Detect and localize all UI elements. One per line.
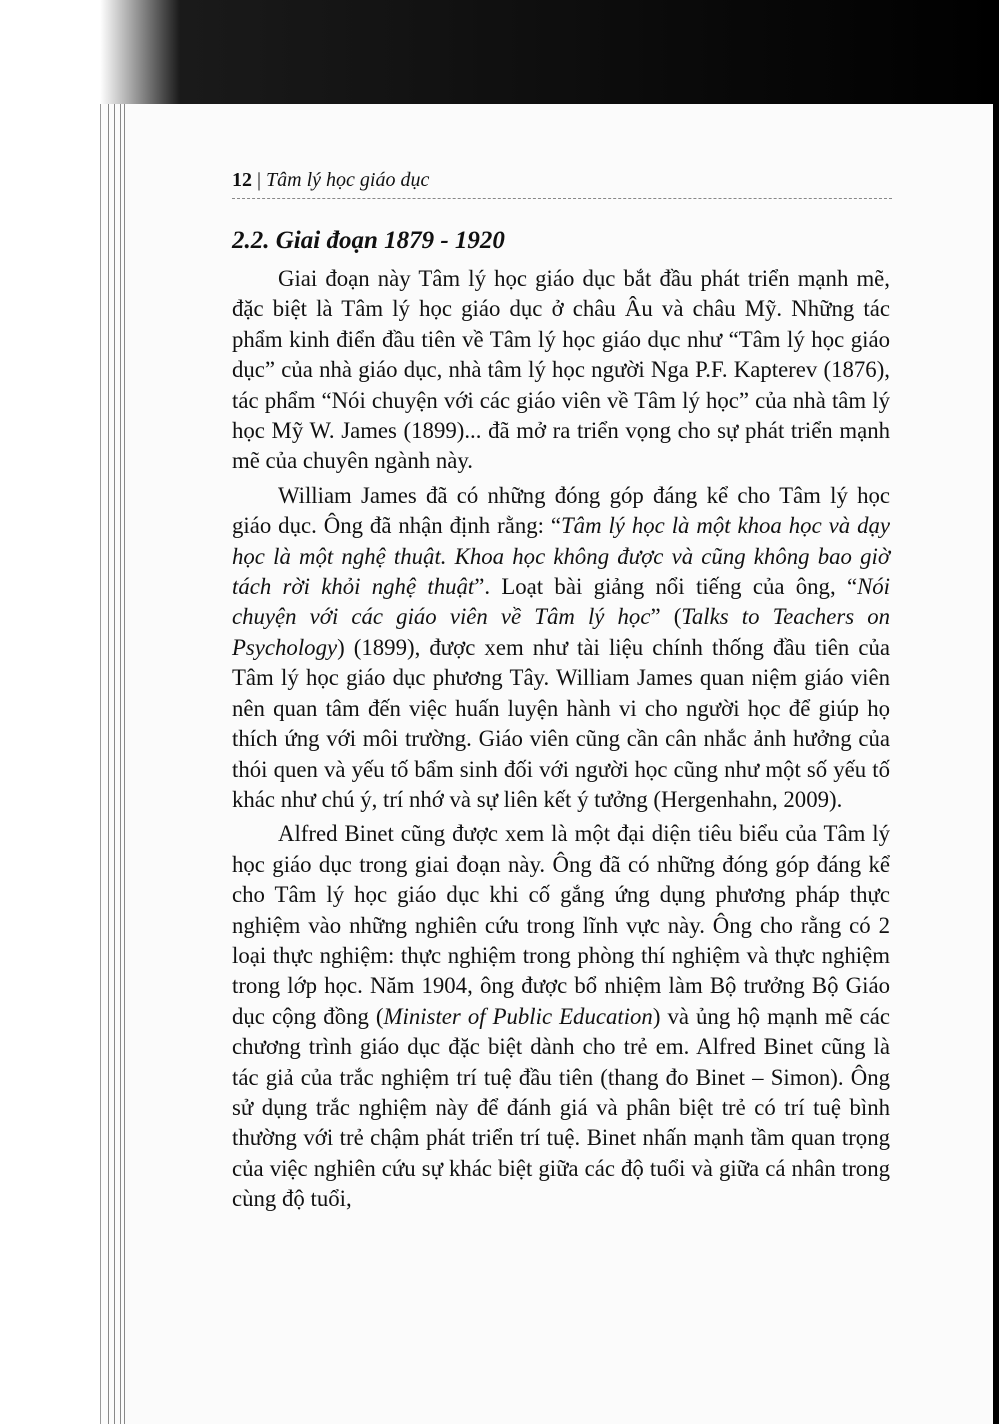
book-title: Tâm lý học giáo dục: [266, 169, 430, 191]
paragraph-2: [232, 481, 890, 815]
header-separator: |: [257, 169, 262, 191]
page-number: 12: [232, 169, 252, 191]
p2-text: William James đã có những đóng góp đáng kể cho Tâm lý học giáo dục. Ông đã nhận định rằng: “: [232, 482, 890, 539]
scanner-edge-right: [993, 0, 999, 1424]
spine-line: [124, 104, 125, 1424]
p2-english-title: Talks to Teachers on Psychology: [232, 604, 890, 660]
paragraph-3: [232, 819, 890, 1214]
p2-text: ) (1899), được xem như tài liệu chính thống đầu tiên của Tâm lý học giáo dục phương Tây. William James quan niệm giáo viên nên quan tâm đến việc huấn luyện hành vi cho người học để giúp họ thích ứng với môi trường. Giáo viên cũng cần cân nhắc ảnh hưởng của thói quen và yếu tố bẩm sinh đối với người học cũng như một số yếu tố khác như chú ý, trí nhớ và sự liên kết ý tưởng (Hergenhahn, 2009).: [232, 634, 890, 812]
p2-lecture-title: Nói chuyện với các giáo viên về Tâm lý học: [232, 574, 890, 630]
p2-quote: Tâm lý học là một khoa học và dạy học là một nghệ thuật. Khoa học không được và cũng không bao giờ tách rời khỏi nghệ thuật: [232, 513, 890, 600]
paragraph-1: Giai đoạn này Tâm lý học giáo dục bắt đầu phát triển mạnh mẽ, đặc biệt là Tâm lý học giáo dục ở châu Âu và châu Mỹ. Những tác phẩm kinh điển đầu tiên về Tâm lý học giáo dục như “Tâm lý học giáo dục” của nhà giáo dục, nhà tâm lý học người Nga P.F. Kapterev (1876), tác phẩm “Nói chuyện với các giáo viên về Tâm lý học” của nhà tâm lý học Mỹ W. James (1899)... đã mở ra triển vọng cho sự phát triển mạnh mẽ của chuyên ngành này.: [232, 266, 890, 474]
section-heading: 2.2. Giai đoạn 1879 - 1920: [232, 227, 505, 254]
p3-position-title: Minister of Public Education: [383, 1003, 653, 1029]
spine-line: [108, 104, 109, 1424]
p2-text: ” (: [650, 604, 682, 630]
scanner-edge-dark: [0, 0, 999, 104]
body-text: [232, 264, 890, 1219]
p2-text: ”. Loạt bài giảng nổi tiếng của ông, “: [474, 574, 858, 600]
spine-line: [114, 104, 115, 1424]
p3-text: ) và ủng hộ mạnh mẽ các chương trình giáo dục đặc biệt dành cho trẻ em. Alfred Binet cũng là tác giả của trắc nghiệm trí tuệ đầu tiên (thang đo Binet – Simon). Ông sử dụng trắc nghiệm này để đánh giá và phân biệt trẻ có trí tuệ bình thường với trẻ chậm phát triển trí tuệ. Binet nhấn mạnh tầm quan trọng của việc nghiên cứu sự khác biệt giữa các độ tuổi và giữa cá nhân trong cùng độ tuổi,: [232, 1003, 891, 1212]
running-header: [232, 166, 892, 199]
p3-text: Alfred Binet cũng được xem là một đại diện tiêu biểu của Tâm lý học giáo dục trong giai đoạn này. Ông đã có những đóng góp đáng kể cho Tâm lý học giáo dục khi cố gắng ứng dụng phương pháp thực nghiệm vào những nghiên cứu trong lĩnh vực này. Ông cho rằng có 2 loại thực nghiệm: thực nghiệm trong phòng thí nghiệm và thực nghiệm trong lớp học. Năm 1904, ông được bổ nhiệm làm Bộ trưởng Bộ Giáo dục cộng đồng (: [232, 821, 890, 1029]
spine-line: [120, 104, 121, 1424]
